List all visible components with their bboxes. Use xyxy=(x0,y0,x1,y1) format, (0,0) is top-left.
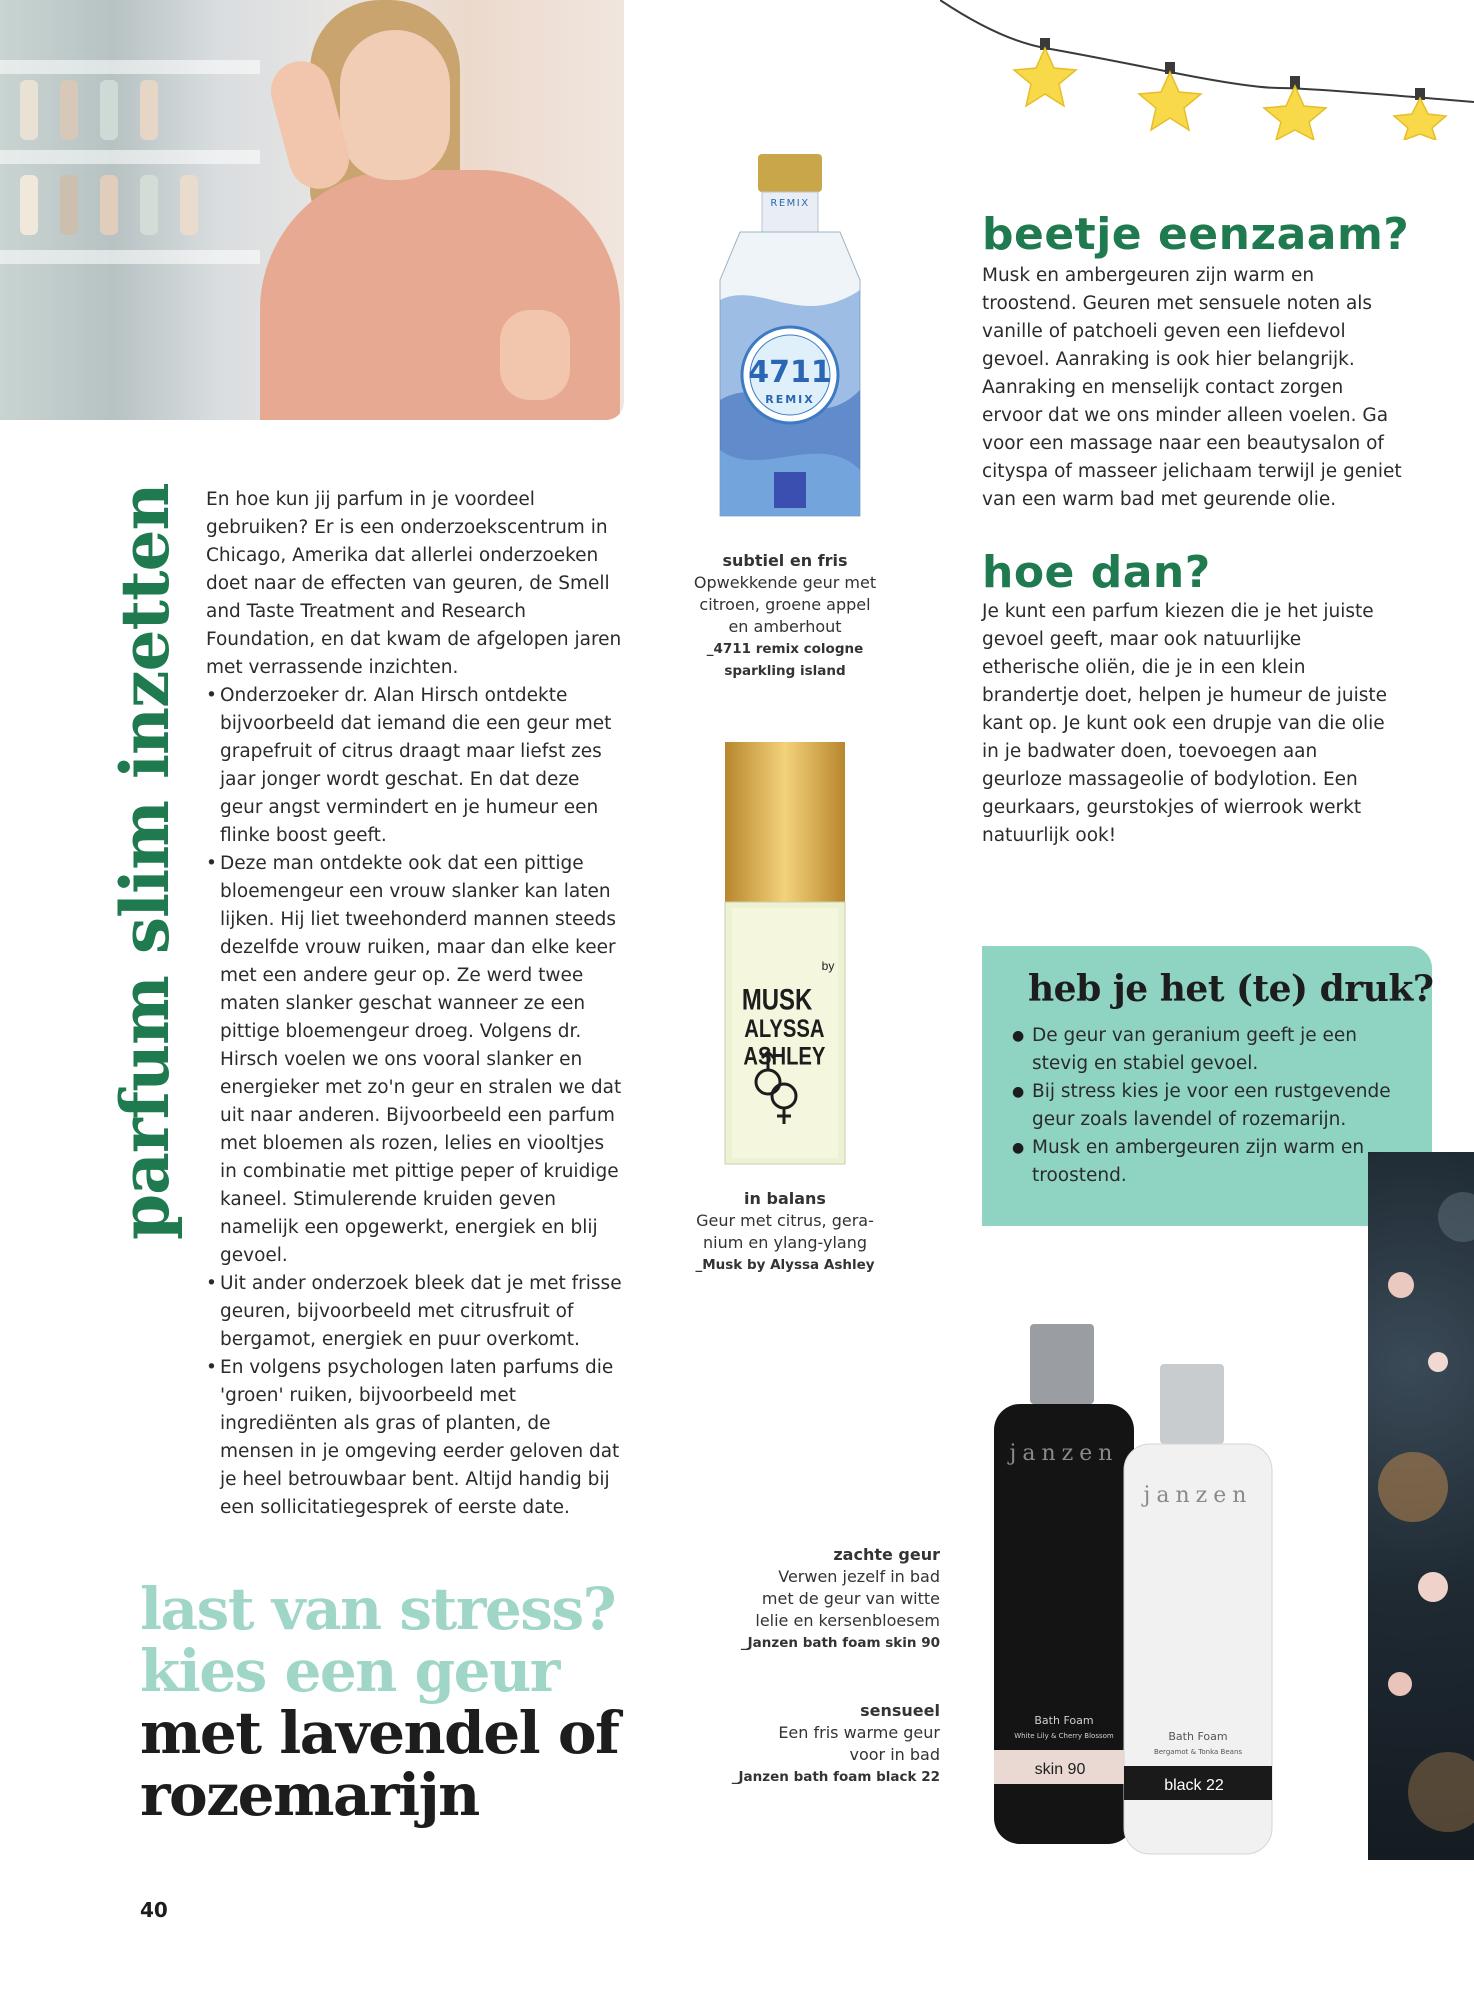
caption-desc: met de geur van witte xyxy=(761,1589,940,1608)
star-light-icon xyxy=(1014,38,1076,106)
product-caption-janzen-black xyxy=(720,1700,940,1788)
intro-article-text xyxy=(206,486,626,1522)
section-heading-how: hoe dan? xyxy=(982,547,1211,598)
bokeh-light xyxy=(1378,1452,1448,1522)
blurred-bottle xyxy=(20,175,38,235)
bokeh-light xyxy=(1408,1752,1474,1832)
caption-title: in balans xyxy=(744,1189,826,1208)
woman-face xyxy=(340,30,450,180)
caption-product-name: _Janzen bath foam black 22 xyxy=(731,1769,940,1785)
bottle-label-line2: ALYSSA xyxy=(744,1013,825,1043)
page-number: 40 xyxy=(140,1898,168,1922)
headline-line: last van stress? xyxy=(140,1575,616,1643)
bottle-label-line1: MUSK xyxy=(741,981,813,1017)
bottle-label-brand: 4711 xyxy=(748,355,832,390)
caption-desc: nium en ylang-ylang xyxy=(703,1233,867,1252)
blurred-bottle xyxy=(100,80,118,140)
shelf xyxy=(0,250,260,264)
caption-desc: lelie en kersenbloesem xyxy=(755,1611,940,1630)
bottle-name: black 22 xyxy=(1164,1777,1224,1794)
caption-product-name: _Janzen bath foam skin 90 xyxy=(740,1635,940,1651)
product-caption-4711 xyxy=(680,550,890,682)
blurred-bottle xyxy=(20,80,38,140)
headline-line: rozemarijn xyxy=(140,1761,479,1829)
star-light-icon xyxy=(1139,62,1201,130)
busy-tips-list xyxy=(1012,1022,1412,1190)
blossom-flower xyxy=(1428,1352,1448,1372)
blurred-bottle xyxy=(100,175,118,235)
caption-product-name: sparkling island xyxy=(724,663,846,679)
bottle-notes: White Lily & Cherry Blossom xyxy=(1014,1732,1114,1740)
bottle-name: skin 90 xyxy=(1034,1761,1086,1778)
section-text-lonely: Musk en ambergeuren zijn warm en troostend. Geuren met sensuele noten als vanille of patchoeli geven een liefdevol gevoel. Aanraking is ook hier belangrijk. Aanraking en menselijk contact zorgen ervoor dat we ons minder alleen voelen. Ga voor een massage naar een beautysalon of cityspa of masseer jelichaam terwijl je geniet van een warm bad met geurende olie. xyxy=(982,265,1402,510)
bottle-type: Bath Foam xyxy=(1168,1730,1228,1743)
intro-paragraph: En hoe kun jij parfum in je voordeel gebruiken? Er is een onderzoekscentrum in Chicago, Amerika dat allerlei onderzoeken doet naar de effecten van geuren, de Smell and Taste Treatment and Research Foundation, en dat kwam de afgelopen jaren met verrassende inzichten. xyxy=(206,489,622,678)
blossom-flower xyxy=(1388,1272,1414,1298)
caption-desc: Een fris warme geur xyxy=(778,1723,940,1742)
woman-smelling-perfume-photo xyxy=(0,0,624,420)
cherry-blossom-photo xyxy=(1368,1152,1474,1860)
bottle-label-line3: ASHLEY xyxy=(743,1041,826,1071)
woman-hand-with-bottle xyxy=(500,310,570,400)
bottle-brand: janzen xyxy=(1009,1441,1119,1466)
caption-title: subtiel en fris xyxy=(722,551,848,570)
section-heading-lonely: beetje eenzaam? xyxy=(982,209,1410,260)
janzen-bath-foam-bottles-image xyxy=(980,1320,1280,1860)
list-item: • Onderzoeker dr. Alan Hirsch ontdekte bijvoorbeeld dat iemand die een geur met grapefruit of citrus draagt maar liefst zes jaar jonger wordt geschat. En dat deze geur angst vermindert en je humeur een flinke boost geeft. xyxy=(206,682,626,850)
list-item: ● Bij stress kies je voor een rustgevende geur zoals lavendel of rozemarijn. xyxy=(1012,1078,1412,1134)
busy-tips-box xyxy=(982,946,1432,1226)
bottle-notes: Bergamot & Tonka Beans xyxy=(1153,1748,1243,1756)
pump-cap xyxy=(1160,1364,1224,1444)
busy-box-heading: heb je het (te) druk? xyxy=(1028,968,1434,1010)
musk-alyssa-ashley-bottle-image xyxy=(720,738,850,1168)
headline-line: kies een geur xyxy=(140,1637,559,1705)
bottle-label-by: by xyxy=(821,959,835,973)
bokeh-light xyxy=(1438,1192,1474,1242)
caption-desc: voor in bad xyxy=(849,1745,940,1764)
bottle-type: Bath Foam xyxy=(1034,1714,1094,1727)
star-light-icon xyxy=(1264,76,1326,140)
blurred-bottle xyxy=(140,80,158,140)
blurred-bottle xyxy=(180,175,198,235)
caption-desc: Geur met citrus, gera- xyxy=(696,1211,874,1230)
pump-cap xyxy=(1030,1324,1094,1404)
bottle-cap xyxy=(758,154,822,192)
vertical-section-title: parfum slim inzetten xyxy=(106,483,184,1240)
list-item: • Uit ander onderzoek bleek dat je met frisse geuren, bijvoorbeeld met citrusfruit of bergamot, energiek en puur overkomt. xyxy=(206,1270,626,1354)
caption-desc: Verwen jezelf in bad xyxy=(778,1567,940,1586)
list-item: ● Musk en ambergeuren zijn warm en troostend. xyxy=(1012,1134,1412,1190)
light-wire xyxy=(940,0,1474,102)
headline-line: met lavendel of xyxy=(140,1699,619,1767)
caption-desc: en amberhout xyxy=(728,617,842,636)
section-text-how: Je kunt een parfum kiezen die je het juiste gevoel geeft, maar ook natuurlijke etherische oliën, die je in een klein brandertje doet, helpen je humeur de juiste kant op. Je kunt ook een drupje van die olie in je badwater doen, toevoegen aan geurloze massageolie of bodylotion. Een geurkaars, geurstokjes of wierrook werkt natuurlijk ook! xyxy=(982,601,1387,846)
stress-headline xyxy=(140,1575,660,1829)
blurred-bottle xyxy=(60,175,78,235)
bottle-small-tag xyxy=(774,472,806,508)
caption-desc: Opwekkende geur met xyxy=(693,573,877,592)
list-item: • En volgens psychologen laten parfums die 'groen' ruiken, bijvoorbeeld met ingrediënten als gras of planten, de mensen in je omgeving eerder geloven dat je heel betrouwbaar bent. Altijd handig bij een sollicitatiegesprek of eerste date. xyxy=(206,1354,626,1522)
product-caption-musk xyxy=(680,1188,890,1276)
4711-remix-bottle-image xyxy=(700,150,880,520)
bottle-brand: janzen xyxy=(1143,1483,1253,1508)
list-item: ● De geur van geranium geeft je een stevig en stabiel gevoel. xyxy=(1012,1022,1412,1078)
bottle-cap xyxy=(725,742,845,902)
caption-desc: citroen, groene appel xyxy=(699,595,871,614)
caption-title: zachte geur xyxy=(833,1545,940,1564)
blurred-bottle xyxy=(60,80,78,140)
string-of-star-lights xyxy=(940,0,1474,140)
list-item: • Deze man ontdekte ook dat een pittige bloemengeur een vrouw slanker kan laten lijken. Hij liet tweehonderd mannen steeds dezelfde vrouw ruiken, maar dan elke keer met een andere geur op. Ze werd twee maten slanker geschat wanneer ze een pittige bloemengeur droeg. Volgens dr. Hirsch voelen we ons vooral slanker en energieker met zo'n geur en stralen we dat uit naar anderen. Bijvoorbeeld een parfum met bloemen als rozen, lelies en viooltjes in combinatie met pittige peper of kruidige kaneel. Stimulerende kruiden geven namelijk een opgewerkt, energiek en blij gevoel. xyxy=(206,850,626,1270)
shelf xyxy=(0,150,260,164)
blossom-flower xyxy=(1418,1572,1448,1602)
caption-product-name: _4711 remix cologne xyxy=(706,641,864,657)
product-caption-janzen-skin xyxy=(720,1544,940,1654)
bottle-label-sub: REMIX xyxy=(765,393,815,406)
blurred-bottle xyxy=(140,175,158,235)
blossom-flower xyxy=(1388,1672,1412,1696)
shelf xyxy=(0,60,260,74)
research-findings-list xyxy=(206,682,626,1522)
caption-product-name: _Musk by Alyssa Ashley xyxy=(695,1257,875,1273)
caption-title: sensueel xyxy=(860,1701,940,1720)
bottle-neck-label: REMIX xyxy=(770,198,810,209)
